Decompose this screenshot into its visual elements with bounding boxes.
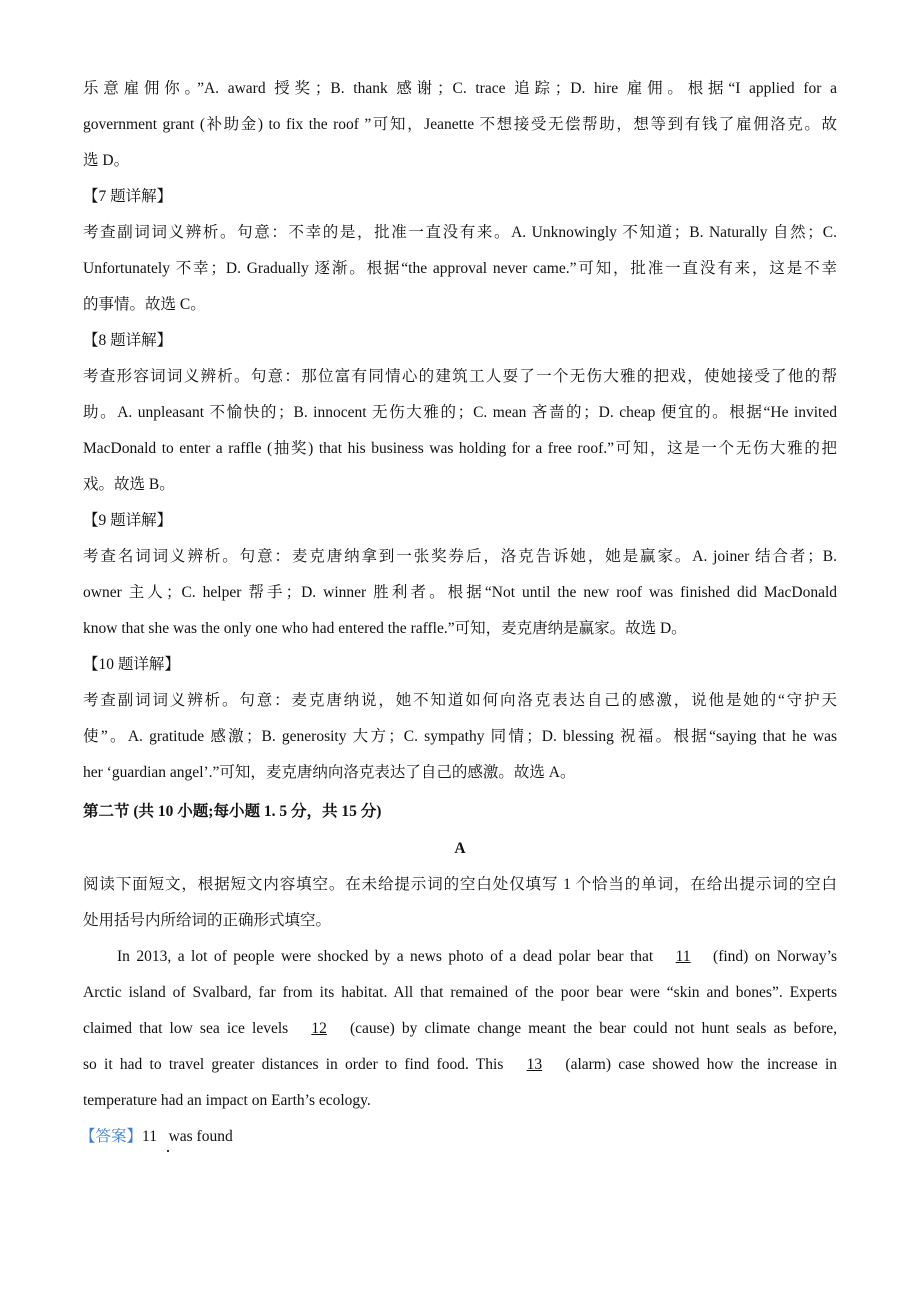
text-line: 戏。故选 B。 bbox=[83, 476, 175, 493]
answer-line bbox=[80, 1126, 834, 1148]
text-line: 考查副词词义辨析。句意：不幸的是，批准一直没有来。A. Unknowingly 不知道；B. Naturally 自然；C. bbox=[83, 224, 837, 241]
text-line: 考查副词词义辨析。句意：麦克唐纳说，她不知道如何向洛克表达自己的感激，说他是她的“守护天 bbox=[83, 692, 837, 709]
text-line: 使”。A. gratitude 感激；B. generosity 大方；C. sympathy 同情；D. blessing 祝福。根据“saying that he was bbox=[83, 728, 837, 745]
passage-text: so it had to travel greater distances in order to find food. This bbox=[83, 1056, 504, 1073]
passage-text: (alarm) case showed how the increase in bbox=[565, 1056, 838, 1073]
text-line: MacDonald to enter a raffle (抽奖) that his business was holding for a free roof.”可知，这是一个无伤大雅的把 bbox=[83, 440, 837, 457]
text-line: 助。A. unpleasant 不愉快的；B. innocent 无伤大雅的；C. mean 吝啬的；D. cheap 便宜的。根据“He invited bbox=[83, 404, 837, 421]
passage-text: In 2013, a lot of people were shocked by a news photo of a dead polar bear that bbox=[117, 948, 654, 965]
passage-line bbox=[117, 946, 837, 968]
answer-text: was found bbox=[168, 1128, 233, 1145]
instruction-line: 阅读下面短文，根据短文内容填空。在未给提示词的空白处仅填写 1 个恰当的单词，在给出提示词的空白 bbox=[83, 876, 837, 893]
text-line: her ‘guardian angel’.”可知，麦克唐纳向洛克表达了自己的感激。故选 A。 bbox=[83, 764, 576, 781]
text-line: 乐意雇佣你。”A. award 授奖；B. thank 感谢；C. trace 追踪；D. hire 雇佣。根据“I applied for a bbox=[83, 80, 837, 97]
passage-label: A bbox=[454, 840, 466, 857]
passage-text: (cause) by climate change meant the bear could not hunt seals as before, bbox=[349, 1020, 838, 1037]
text-line: 的事情。故选 C。 bbox=[83, 296, 206, 313]
question-heading: 【8 题详解】 bbox=[83, 332, 173, 349]
answer-label: 【答案】 bbox=[80, 1128, 143, 1145]
answer-number: 11 bbox=[142, 1128, 157, 1145]
text-line: government grant (补助金) to fix the roof ”可知，Jeanette 不想接受无偿帮助，想等到有钱了雇佣洛克。故 bbox=[83, 116, 837, 133]
text-line: 考查形容词词义辨析。句意：那位富有同情心的建筑工人耍了一个无伤大雅的把戏，使她接受了他的帮 bbox=[83, 368, 837, 385]
dot-mark bbox=[167, 1150, 169, 1152]
question-heading: 【9 题详解】 bbox=[83, 512, 173, 529]
question-heading: 【10 题详解】 bbox=[83, 656, 180, 673]
text-line: 选 D。 bbox=[83, 152, 130, 169]
blank-11: 11 bbox=[675, 948, 691, 965]
passage-line: temperature had an impact on Earth’s ecology. bbox=[83, 1092, 371, 1109]
question-heading: 【7 题详解】 bbox=[83, 188, 173, 205]
passage-line bbox=[83, 1018, 837, 1040]
passage-text: claimed that low sea ice levels bbox=[83, 1020, 289, 1037]
blank-12: 12 bbox=[311, 1020, 327, 1037]
passage-text: (find) on Norway’s bbox=[713, 948, 838, 965]
blank-13: 13 bbox=[526, 1056, 543, 1073]
text-line: owner 主人；C. helper 帮手；D. winner 胜利者。根据“Not until the new roof was finished did MacDonald bbox=[83, 584, 837, 601]
section-title: 第二节 (共 10 小题;每小题 1. 5 分，共 15 分) bbox=[83, 803, 382, 820]
text-line: 考查名词词义辨析。句意：麦克唐纳拿到一张奖券后，洛克告诉她，她是赢家。A. joiner 结合者；B. bbox=[83, 548, 837, 565]
passage-line: Arctic island of Svalbard, far from its habitat. All that remained of the poor bear were “skin and bones”. Experts bbox=[83, 984, 837, 1001]
text-line: Unfortunately 不幸；D. Gradually 逐渐。根据“the approval never came.”可知，批准一直没有来，这是不幸 bbox=[83, 260, 837, 277]
text-line: know that she was the only one who had entered the raffle.”可知，麦克唐纳是赢家。故选 D。 bbox=[83, 620, 687, 637]
instruction-line: 处用括号内所给词的正确形式填空。 bbox=[83, 912, 332, 929]
passage-line bbox=[83, 1054, 837, 1076]
